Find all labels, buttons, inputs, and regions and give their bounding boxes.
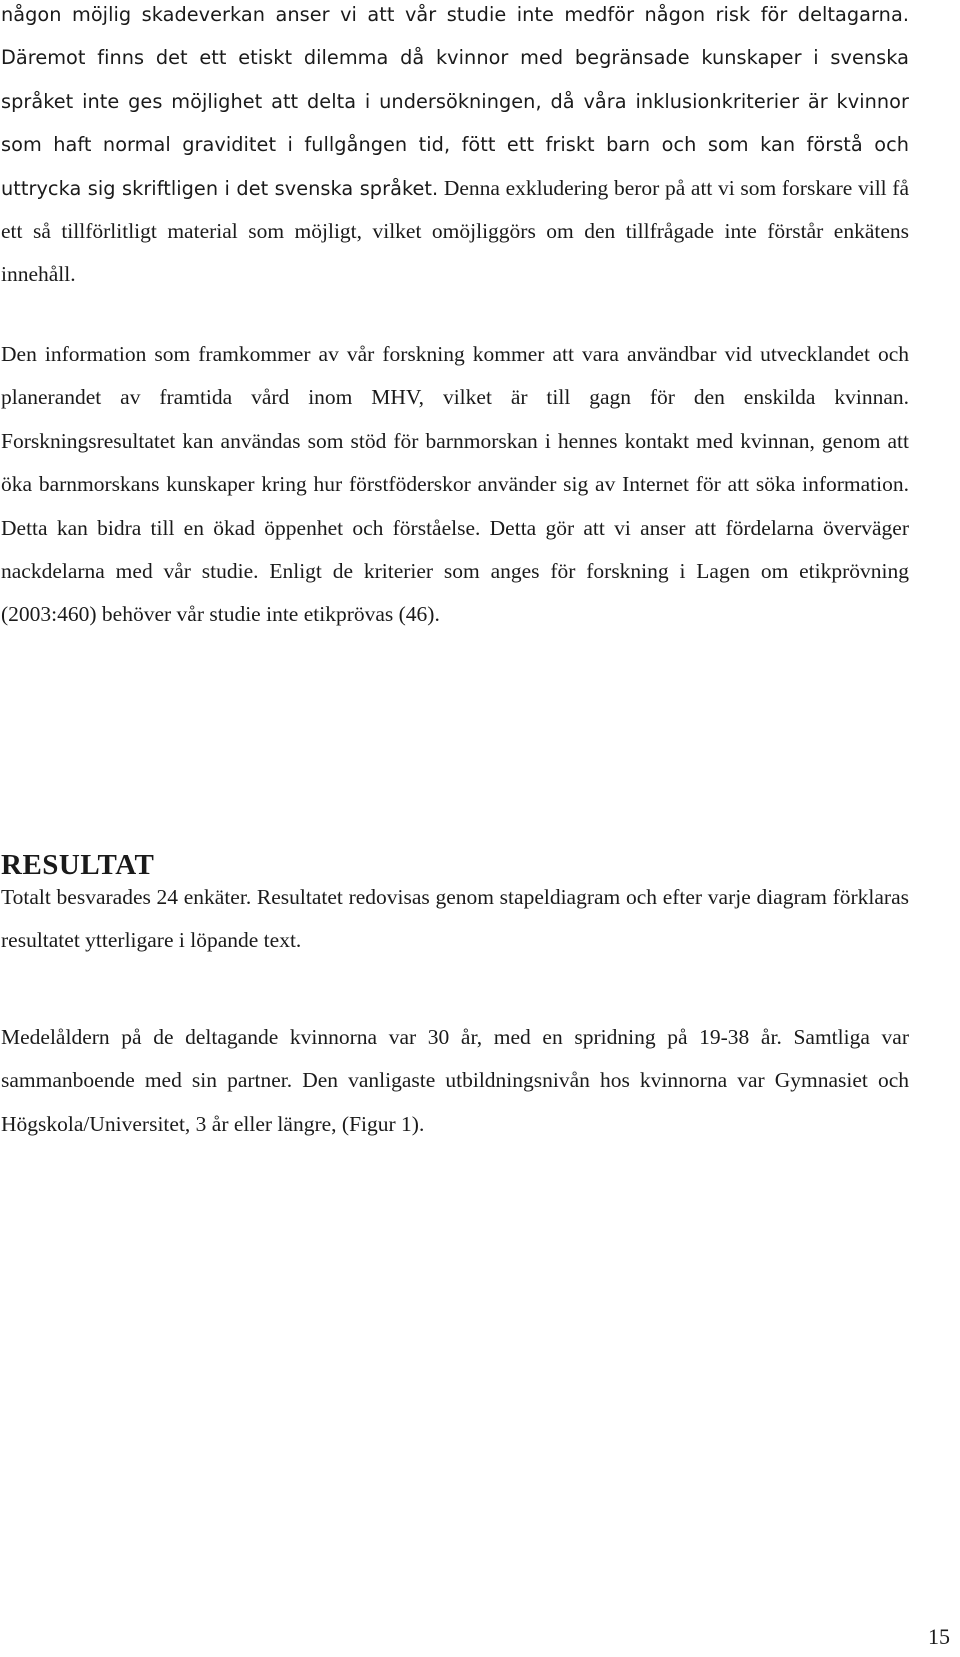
paragraph-ethics-sans-text: någon möjlig skadeverkan anser vi att vår studie inte medför någon risk för deltagarna. Däremot finns det ett etiskt dilemma då kvinnor med begränsade kunskaper i svenska språket inte ges möjlighet att delta i undersökningen, då våra inklusionkriterier är kvinnor som haft normal graviditet i fullgången tid, fött ett friskt barn och som kan förstå och uttrycka sig skriftligen i det svenska språket. xyxy=(1,3,909,200)
section-heading-resultat: RESULTAT xyxy=(1,849,155,881)
paragraph-results-intro: Totalt besvarades 24 enkäter. Resultatet redovisas genom stapeldiagram och efter varje diagram förklaras resultatet ytterligare i löpande text. xyxy=(1,885,909,953)
paragraph-ethics xyxy=(1,0,909,297)
paragraph-demographics: Medelåldern på de deltagande kvinnorna var 30 år, med en spridning på 19-38 år. Samtliga var sammanboende med sin partner. Den vanligaste utbildningsnivån hos kvinnorna var Gymnasiet och Högskola/Universitet, 3 år eller längre, (Figur 1). xyxy=(1,1025,909,1136)
paragraph-ethics-serif-text: Denna exkludering beror på att vi som forskare vill få ett så tillförlitligt material som möjligt, vilket omöjliggörs om den tillfrågade inte förstår enkätens innehåll. xyxy=(1,175,910,287)
paragraph-benefits: Den information som framkommer av vår forskning kommer att vara användbar vid utvecklandet och planerandet av framtida vård inom MHV, vilket är till gagn för den enskilda kvinnan. Forskningsresultatet kan användas som stöd för barnmorskan i hennes kontakt med kvinnan, genom att öka barnmorskans kunskaper kring hur förstföderskor använder sig av Internet för att söka information. Detta kan bidra till en ökad öppenhet och förståelse. Detta gör att vi anser att fördelarna överväger nackdelarna med vår studie. Enligt de kriterier som anges för forskning i Lagen om etikprövning (2003:460) behöver vår studie inte etikprövas (46). xyxy=(1,342,909,627)
page-number: 15 xyxy=(928,1624,950,1649)
